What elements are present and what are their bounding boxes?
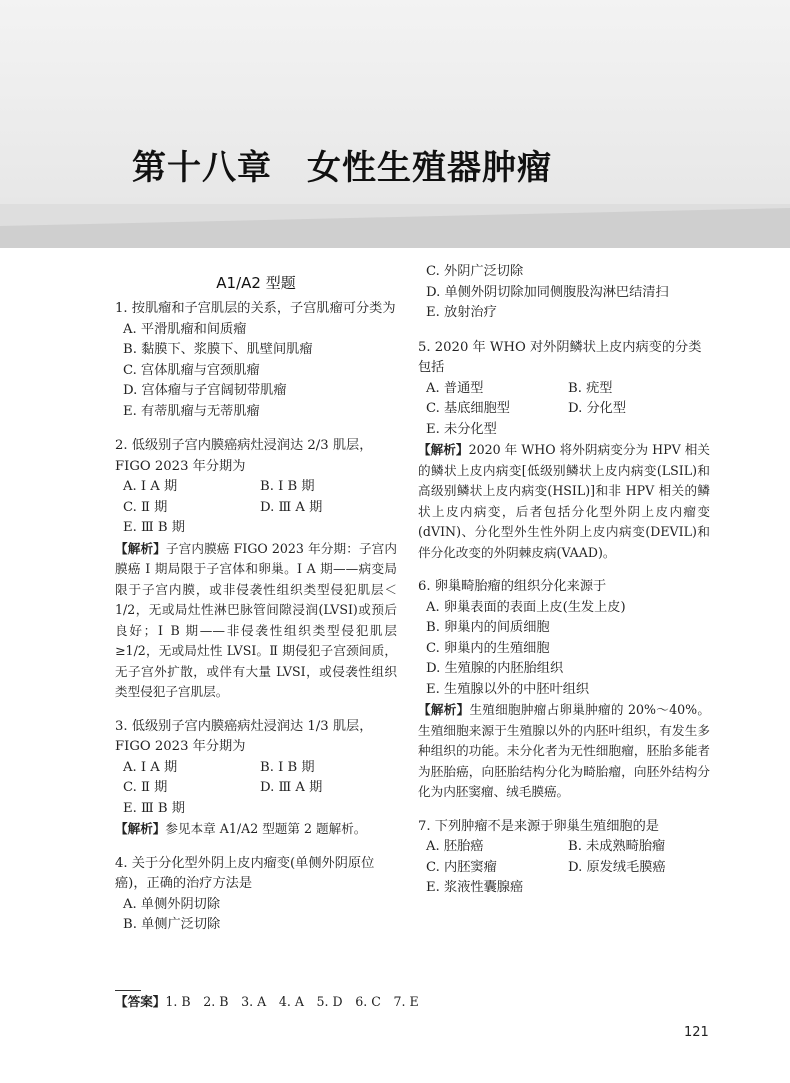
option-c: C. 外阴广泛切除 bbox=[426, 264, 524, 279]
right-column bbox=[418, 262, 710, 913]
option-c: C. 内胚窦瘤 bbox=[426, 859, 497, 875]
explanation bbox=[418, 440, 710, 563]
option-a: A. Ⅰ A 期 bbox=[123, 759, 178, 775]
option-e: E. 生殖腺以外的中胚叶组织 bbox=[426, 681, 590, 697]
option-d: D. Ⅲ A 期 bbox=[260, 499, 323, 515]
option-c: C. 卵巢内的生殖细胞 bbox=[426, 640, 550, 656]
page-number: 121 bbox=[684, 1025, 709, 1040]
option-e: E. 放射治疗 bbox=[426, 305, 497, 320]
options-grid bbox=[115, 758, 397, 820]
explanation-label: 【解析】 bbox=[418, 702, 470, 717]
question-stem: 5. 2020 年 WHO 对外阴鳞状上皮内病变的分类包括 bbox=[418, 339, 702, 375]
options-grid bbox=[115, 477, 397, 539]
option-b: B. 疣型 bbox=[568, 380, 613, 396]
option-e: E. 未分化型 bbox=[426, 421, 497, 437]
option-a: A. 平滑肌瘤和间质瘤 bbox=[123, 321, 247, 337]
option-c: C. Ⅱ 期 bbox=[123, 499, 168, 515]
option-d: D. 宫体瘤与子宫阔韧带肌瘤 bbox=[123, 383, 287, 398]
option-a: A. Ⅰ A 期 bbox=[123, 479, 178, 494]
explanation-text: 2020 年 WHO 将外阴病变分为 HPV 相关的鳞状上皮内病变[低级别鳞状上皮内病变(LSIL)和高级别鳞状上皮内病变(HSIL)]和非 HPV 相关的鳞状上皮内病变，后者包括分化型外阴上皮内瘤变(dVIN)、分化型外生性外阴上皮内病变(DEVIL)和伴分化改变的外阴棘皮病(VAAD)。 bbox=[418, 442, 711, 560]
explanation-label: 【解析】 bbox=[418, 442, 469, 457]
question-5 bbox=[418, 338, 710, 564]
answers-text: 1. B 2. B 3. A 4. A 5. D 6. C 7. E bbox=[165, 994, 419, 1009]
question-3 bbox=[115, 717, 397, 840]
option-c: C. 宫体肌瘤与宫颈肌瘤 bbox=[123, 362, 260, 378]
option-d: D. 单侧外阴切除加同侧腹股沟淋巴结清扫 bbox=[426, 284, 669, 300]
question-2 bbox=[115, 436, 397, 703]
explanation-text: 生殖细胞肿瘤占卵巢肿瘤的 20%～40%。生殖细胞来源于生殖腺以外的内胚叶组织，有发生多种组织的功能。未分化者为无性细胞瘤，胚胎多能者为胚胎癌，向胚胎结构分化为畸胎瘤，向胚外结构分化为内胚窦瘤、绒毛膜癌。 bbox=[418, 702, 710, 799]
question-6 bbox=[418, 577, 710, 803]
left-column bbox=[115, 262, 397, 950]
option-d: D. Ⅲ A 期 bbox=[260, 780, 323, 795]
explanation bbox=[115, 539, 397, 703]
answer-key bbox=[115, 993, 419, 1011]
option-c: C. Ⅱ 期 bbox=[123, 780, 168, 795]
header-stripe bbox=[0, 204, 790, 248]
question-stem: 3. 低级别子宫内膜癌病灶浸润达 1/3 肌层，FIGO 2023 年分期为 bbox=[115, 718, 373, 754]
question-1 bbox=[115, 299, 397, 422]
option-b: B. 卵巢内的间质细胞 bbox=[426, 620, 550, 635]
explanation bbox=[115, 819, 397, 840]
question-stem: 6. 卵巢畸胎瘤的组织分化来源于 bbox=[418, 579, 607, 594]
question-4 bbox=[115, 854, 397, 936]
explanation bbox=[418, 700, 710, 803]
question-stem: 4. 关于分化型外阴上皮内瘤变(单侧外阴原位癌)，正确的治疗方法是 bbox=[115, 855, 375, 891]
option-a: A. 单侧外阴切除 bbox=[123, 896, 221, 912]
question-stem: 7. 下列肿瘤不是来源于卵巢生殖细胞的是 bbox=[418, 818, 659, 834]
option-b: B. Ⅰ B 期 bbox=[260, 479, 315, 494]
option-a: A. 胚胎癌 bbox=[426, 839, 484, 854]
answers-divider bbox=[115, 990, 141, 991]
section-title: A1/A2 型题 bbox=[216, 274, 296, 292]
option-c: C. 基底细胞型 bbox=[426, 401, 510, 416]
option-d: D. 分化型 bbox=[568, 401, 627, 416]
explanation-text: 参见本章 A1/A2 型题第 2 题解析。 bbox=[165, 821, 367, 836]
question-stem: 2. 低级别子宫内膜癌病灶浸润达 2/3 肌层，FIGO 2023 年分期为 bbox=[115, 438, 373, 474]
answers-label: 【答案】 bbox=[115, 994, 166, 1009]
question-stem: 1. 按肌瘤和子宫肌层的关系，子宫肌瘤可分类为 bbox=[115, 301, 396, 316]
option-b: B. 未成熟畸胎瘤 bbox=[568, 839, 666, 854]
chapter-title: 第十八章 女性生殖器肿瘤 bbox=[132, 148, 552, 188]
explanation-label: 【解析】 bbox=[115, 821, 166, 836]
chapter-header bbox=[0, 0, 790, 248]
option-e: E. 浆液性囊腺癌 bbox=[426, 880, 524, 895]
option-e: E. Ⅲ B 期 bbox=[123, 800, 185, 816]
option-e: E. 有蒂肌瘤与无蒂肌瘤 bbox=[123, 403, 260, 419]
options-grid bbox=[418, 837, 710, 899]
option-b: B. Ⅰ B 期 bbox=[260, 759, 315, 775]
option-b: B. 单侧广泛切除 bbox=[123, 917, 221, 932]
explanation-label: 【解析】 bbox=[115, 540, 166, 556]
option-d: D. 原发绒毛膜癌 bbox=[568, 859, 666, 875]
option-a: A. 卵巢表面的表面上皮(生发上皮) bbox=[426, 599, 626, 615]
question-4-continued bbox=[418, 262, 710, 324]
option-b: B. 黏膜下、浆膜下、肌壁间肌瘤 bbox=[123, 342, 313, 357]
option-d: D. 生殖腺的内胚胎组织 bbox=[426, 661, 564, 676]
explanation-text: 子宫内膜癌 FIGO 2023 年分期：子宫内膜癌 Ⅰ 期局限于子宫体和卵巢。Ⅰ A 期——病变局限于子宫内膜，或非侵袭性组织类型侵犯肌层＜1/2，无或局灶性淋巴脉管间隙浸润(LVSI)或预后良好；Ⅰ B 期——非侵袭性组织类型侵犯肌层≥1/2，无或局灶性 LVSI。Ⅱ 期侵犯子宫颈间质，无子宫外扩散，或伴有大量 LVSI，或侵袭性组织类型侵犯子宫肌层。 bbox=[115, 540, 397, 699]
question-7 bbox=[418, 817, 710, 899]
option-e: E. Ⅲ B 期 bbox=[123, 520, 185, 535]
options-grid bbox=[418, 379, 710, 441]
option-a: A. 普通型 bbox=[426, 380, 484, 396]
